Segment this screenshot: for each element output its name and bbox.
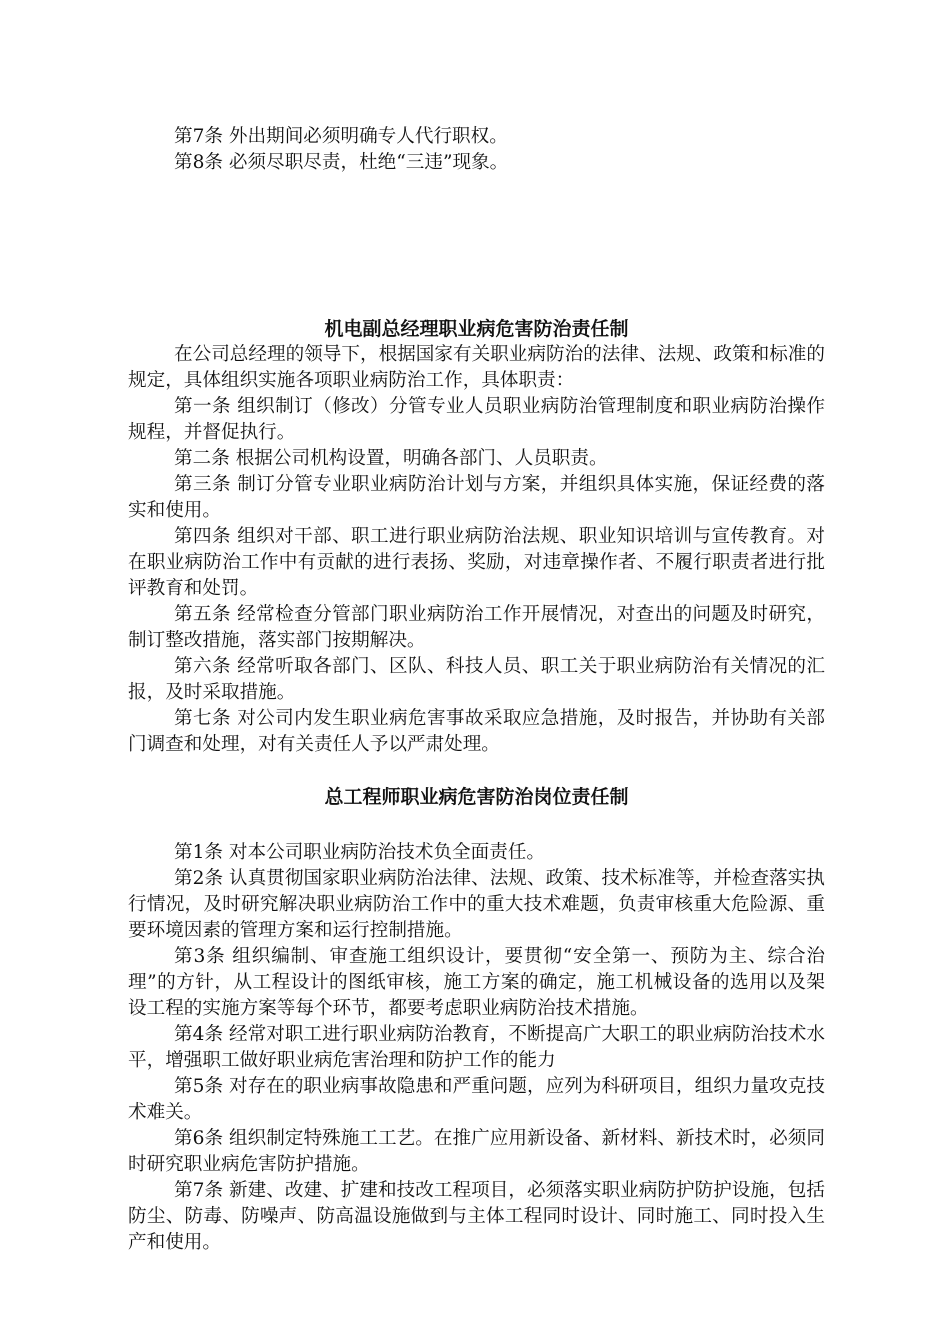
- section-c-paragraph: 第5条 对存在的职业病事故隐患和严重问题，应列为科研项目，组织力量攻克技术难关。: [128, 1076, 825, 1123]
- section-b-paragraph: 在公司总经理的领导下，根据国家有关职业病防治的法律、法规、政策和标准的规定，具体组织实施各项职业病防治工作，具体职责：: [128, 344, 825, 391]
- section-b-paragraph: 第七条 对公司内发生职业病危害事故采取应急措施，及时报告，并协助有关部门调查和处理，对有关责任人予以严肃处理。: [128, 708, 825, 755]
- spacer: [128, 176, 825, 316]
- document-page: [128, 124, 825, 1256]
- spacer: [128, 810, 825, 840]
- section-c-paragraph: 第6条 组织制定特殊施工工艺。在推广应用新设备、新材料、新技术时，必须同时研究职业病危害防护措施。: [128, 1128, 825, 1175]
- section-a-item-1: 第7条 外出期间必须明确专人代行职权。: [174, 126, 508, 147]
- section-b-paragraph: 第三条 制订分管专业职业病防治计划与方案，并组织具体实施，保证经费的落实和使用。: [128, 474, 825, 521]
- section-b-paragraph: 第二条 根据公司机构设置，明确各部门、人员职责。: [174, 448, 608, 469]
- section-b-paragraph: 第一条 组织制订（修改）分管专业人员职业病防治管理制度和职业病防治操作规程，并督促执行。: [128, 396, 825, 443]
- spacer: [128, 758, 825, 784]
- section-b-paragraph: 第六条 经常听取各部门、区队、科技人员、职工关于职业病防治有关情况的汇报，及时采取措施。: [128, 656, 825, 703]
- section-c-paragraph: 第3条 组织编制、审查施工组织设计，要贯彻“安全第一、预防为主、综合治理”的方针，从工程设计的图纸审核，施工方案的确定，施工机械设备的选用以及架设工程的实施方案等每个环节，都要考虑职业病防治技术措施。: [128, 946, 825, 1019]
- section-b-paragraph: 第五条 经常检查分管部门职业病防治工作开展情况，对查出的问题及时研究，制订整改措施，落实部门按期解决。: [128, 604, 825, 651]
- section-b-title: 机电副总经理职业病危害防治责任制: [324, 318, 629, 340]
- section-c-paragraph: 第2条 认真贯彻国家职业病防治法律、法规、政策、技术标准等，并检查落实执行情况，及时研究解决职业病防治工作中的重大技术难题，负责审核重大危险源、重要环境因素的管理方案和运行控制措施。: [128, 868, 825, 941]
- section-c-paragraph: 第4条 经常对职工进行职业病防治教育，不断提高广大职工的职业病防治技术水平，增强职工做好职业病危害治理和防护工作的能力: [128, 1024, 825, 1071]
- section-b-paragraph: 第四条 组织对干部、职工进行职业病防治法规、职业知识培训与宣传教育。对在职业病防治工作中有贡献的进行表扬、奖励，对违章操作者、不履行职责者进行批评教育和处罚。: [128, 526, 825, 599]
- section-c-paragraph: 第7条 新建、改建、扩建和技改工程项目，必须落实职业病防护防护设施，包括防尘、防毒、防噪声、防高温设施做到与主体工程同时设计、同时施工、同时投入生产和使用。: [128, 1180, 825, 1253]
- section-c-paragraph: 第1条 对本公司职业病防治技术负全面责任。: [174, 842, 546, 863]
- section-a-item-2: 第8条 必须尽职尽责，杜绝“三违”现象。: [174, 152, 509, 173]
- section-c-title: 总工程师职业病危害防治岗位责任制: [324, 786, 629, 808]
